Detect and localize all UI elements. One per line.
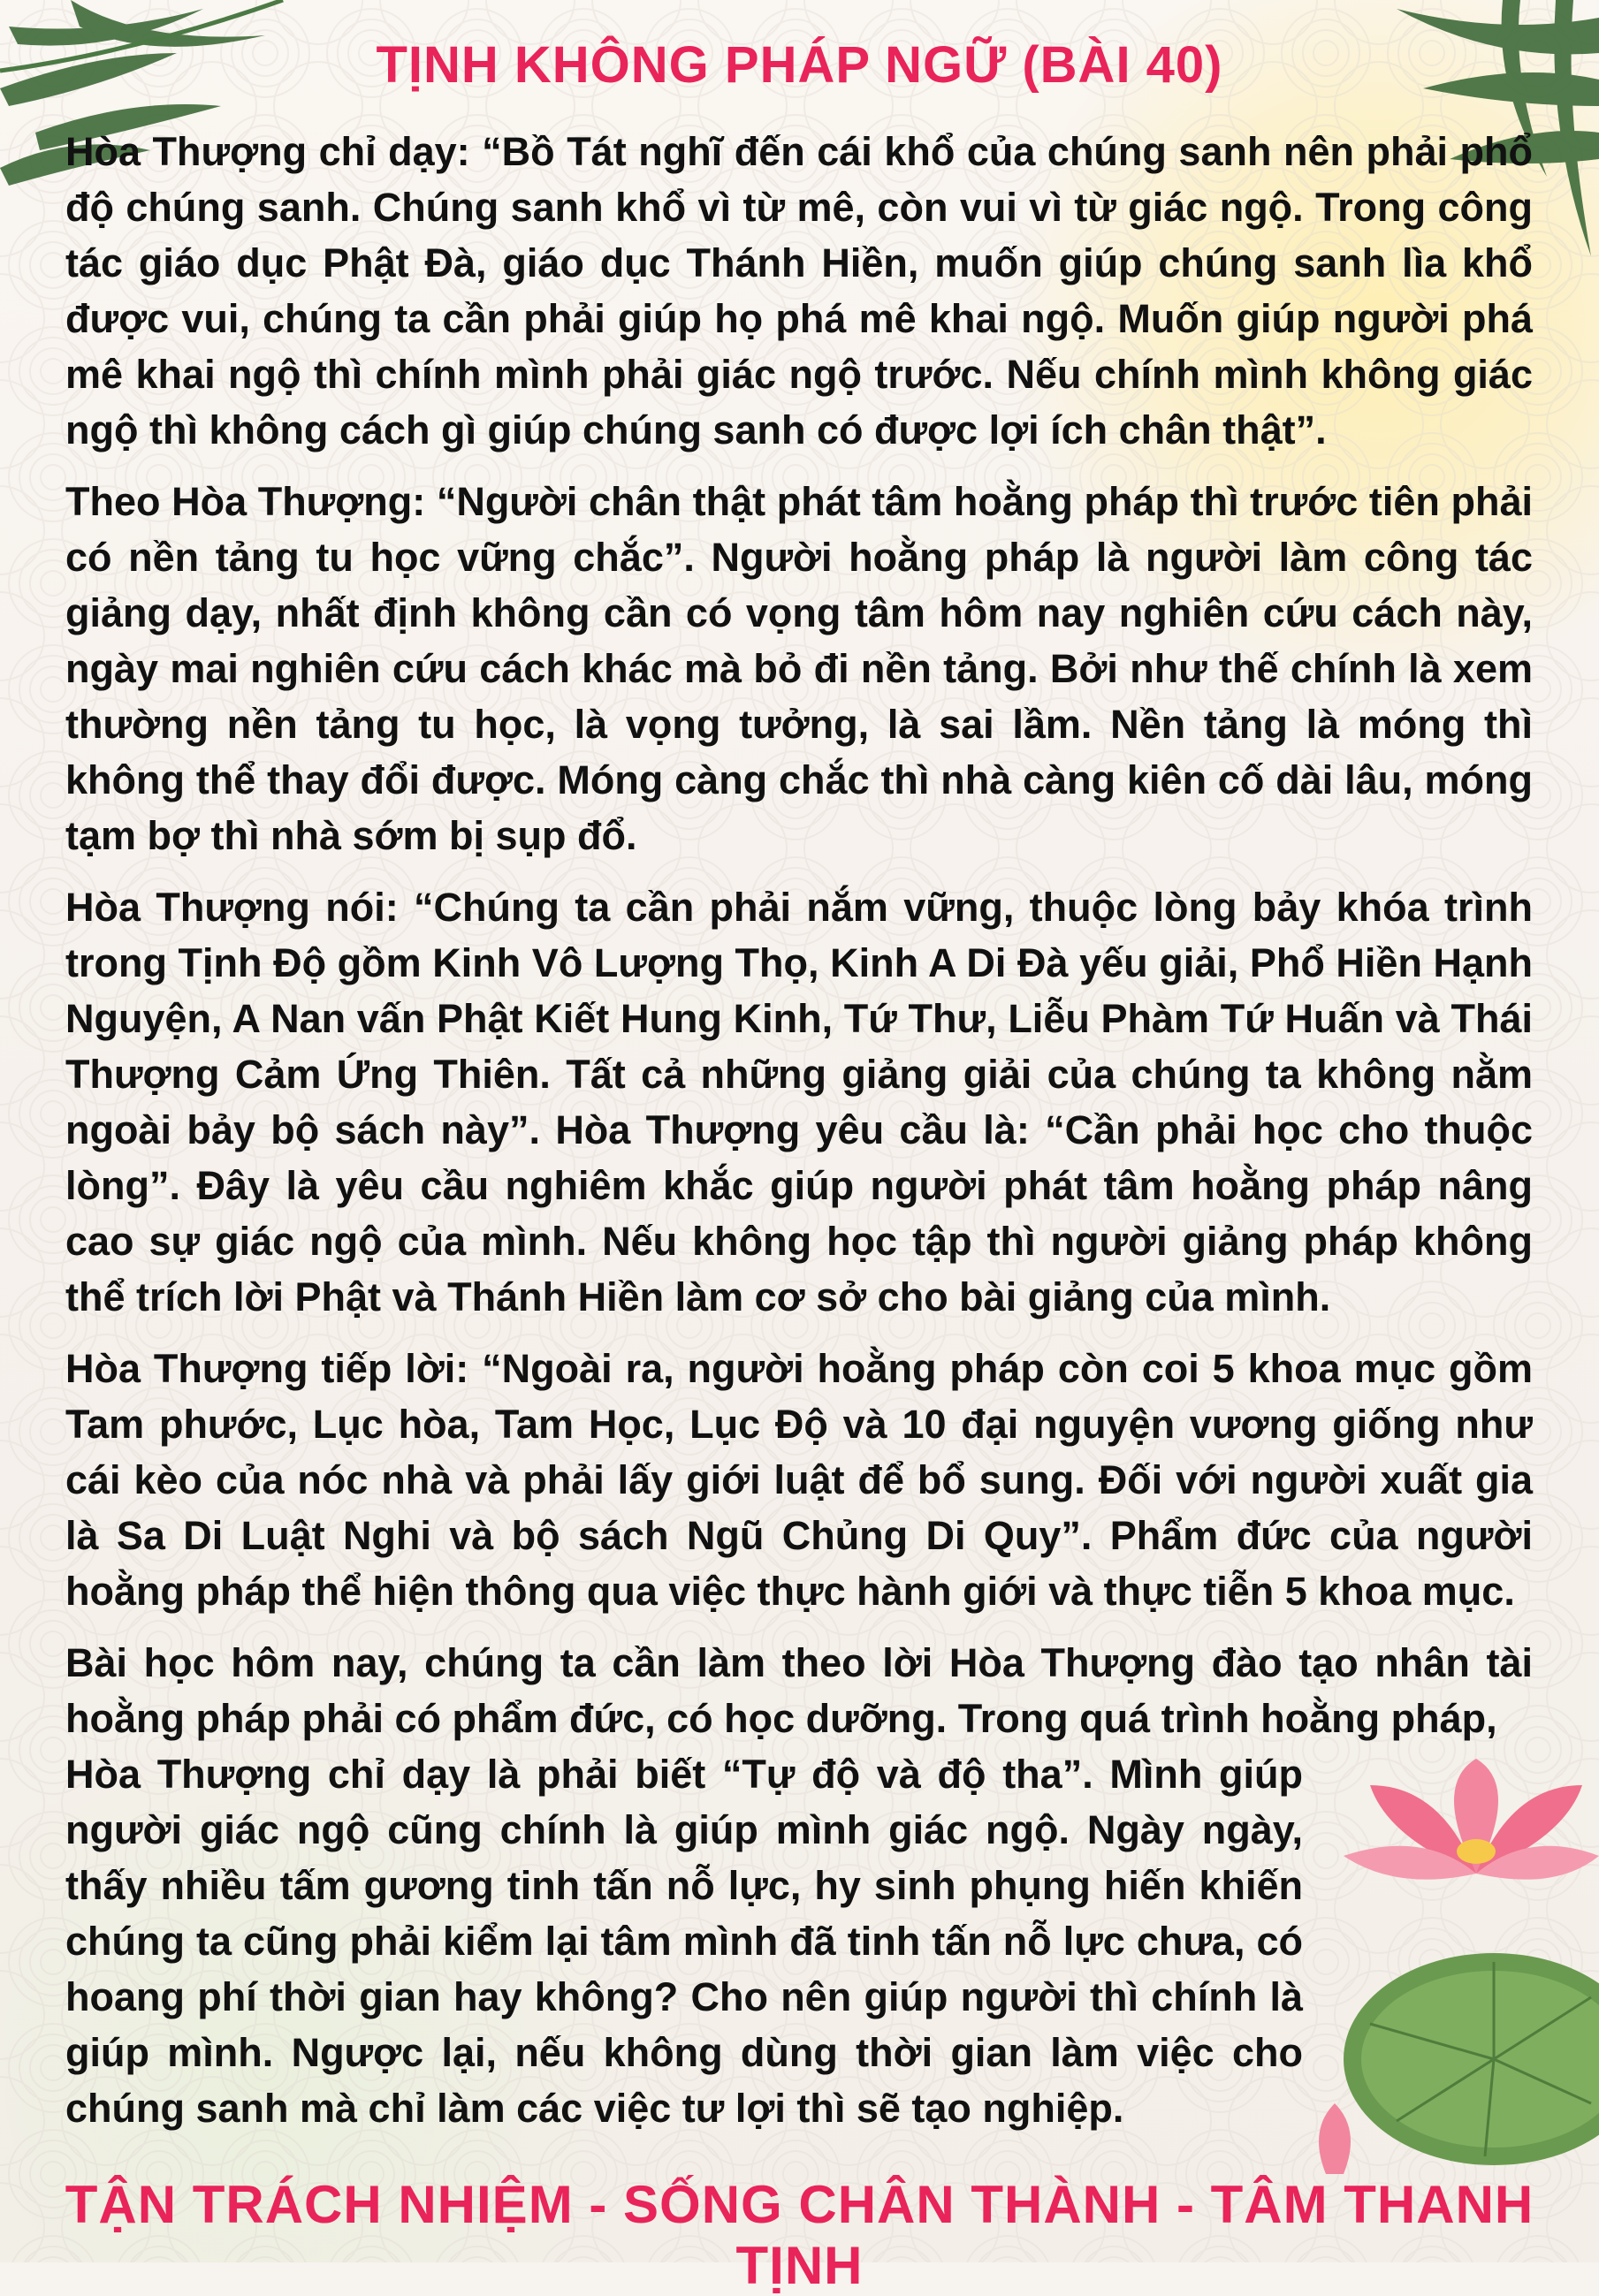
article-body [65, 124, 1533, 2136]
page-title: TỊNH KHÔNG PHÁP NGỮ (BÀI 40) [376, 36, 1223, 94]
paragraph: Hòa Thượng tiếp lời: “Ngoài ra, người hoằng pháp còn coi 5 khoa mục gồm Tam phước, Lục hòa, Tam Học, Lục Độ và 10 đại nguyện vương giống như cái kèo của nóc nhà và phải lấy giới luật để bổ sung. Đối với người xuất gia là Sa Di Luật Nghi và bộ sách Ngũ Chủng Di Quy”. Phẩm đức của người hoằng pháp thể hiện thông qua việc thực hành giới và thực tiễn 5 khoa mục. [65, 1346, 1533, 1614]
paragraph: Theo Hòa Thượng: “Người chân thật phát tâm hoằng pháp thì trước tiên phải có nền tảng tu học vững chắc”. Người hoằng pháp là người làm công tác giảng dạy, nhất định không cần có vọng tâm hôm nay nghiên cứu cách này, ngày mai nghiên cứu cách khác mà bỏ đi nền tảng. Bởi như thế chính là xem thường nền tảng tu học, là vọng tưởng, là sai lầm. Nền tảng là móng thì không thể thay đổi được. Móng càng chắc thì nhà càng kiên cố dài lâu, móng tạm bợ thì nhà sớm bị sụp đổ. [65, 479, 1533, 858]
paragraph: Bài học hôm nay, chúng ta cần làm theo lời Hòa Thượng đào tạo nhân tài hoằng pháp phải có phẩm đức, có học dưỡng. Trong quá trình hoằng pháp, [65, 1640, 1533, 1741]
paragraph-continued: Hòa Thượng chỉ dạy là phải biết “Tự độ và độ tha”. Mình giúp người giác ngộ cũng chính là giúp mình giác ngộ. Ngày ngày, thấy nhiều tấm gương tinh tấn nỗ lực, hy sinh phụng hiến khiến chúng ta cũng phải kiểm lại tâm mình đã tinh tấn nỗ lực chưa, có hoang phí thời gian hay không? Cho nên giúp người thì chính là giúp mình. Ngược lại, nếu không dùng thời gian làm việc cho chúng sanh mà chỉ làm các việc tư lợi thì sẽ tạo nghiệp. [65, 1752, 1303, 2131]
paragraph: Hòa Thượng nói: “Chúng ta cần phải nắm vững, thuộc lòng bảy khóa trình trong Tịnh Độ gồm Kinh Vô Lượng Thọ, Kinh A Di Đà yếu giải, Phổ Hiền Hạnh Nguyện, A Nan vấn Phật Kiết Hung Kinh, Tứ Thư, Liễu Phàm Tứ Huấn và Thái Thượng Cảm Ứng Thiên. Tất cả những giảng giải của chúng ta không nằm ngoài bảy bộ sách này”. Hòa Thượng yêu cầu là: “Cần phải học cho thuộc lòng”. Đây là yêu cầu nghiêm khắc giúp người phát tâm hoằng pháp nâng cao sự giác ngộ của mình. Nếu không học tập thì người giảng pháp không thể trích lời Phật và Thánh Hiền làm cơ sở cho bài giảng của mình. [65, 885, 1533, 1319]
paragraph: Hòa Thượng chỉ dạy: “Bồ Tát nghĩ đến cái khổ của chúng sanh nên phải phổ độ chúng sanh. Chúng sanh khổ vì từ mê, còn vui vì từ giác ngộ. Trong công tác giáo dục Phật Đà, giáo dục Thánh Hiền, muốn giúp chúng sanh lìa khổ được vui, chúng ta cần phải giúp họ phá mê khai ngộ. Muốn giúp người phá mê khai ngộ thì chính mình phải giác ngộ trước. Nếu chính mình không giác ngộ thì không cách gì giúp chúng sanh có được lợi ích chân thật”. [65, 129, 1533, 452]
footer-slogan: TẬN TRÁCH NHIỆM - SỐNG CHÂN THÀNH - TÂM THANH TỊNH [65, 2175, 1534, 2295]
